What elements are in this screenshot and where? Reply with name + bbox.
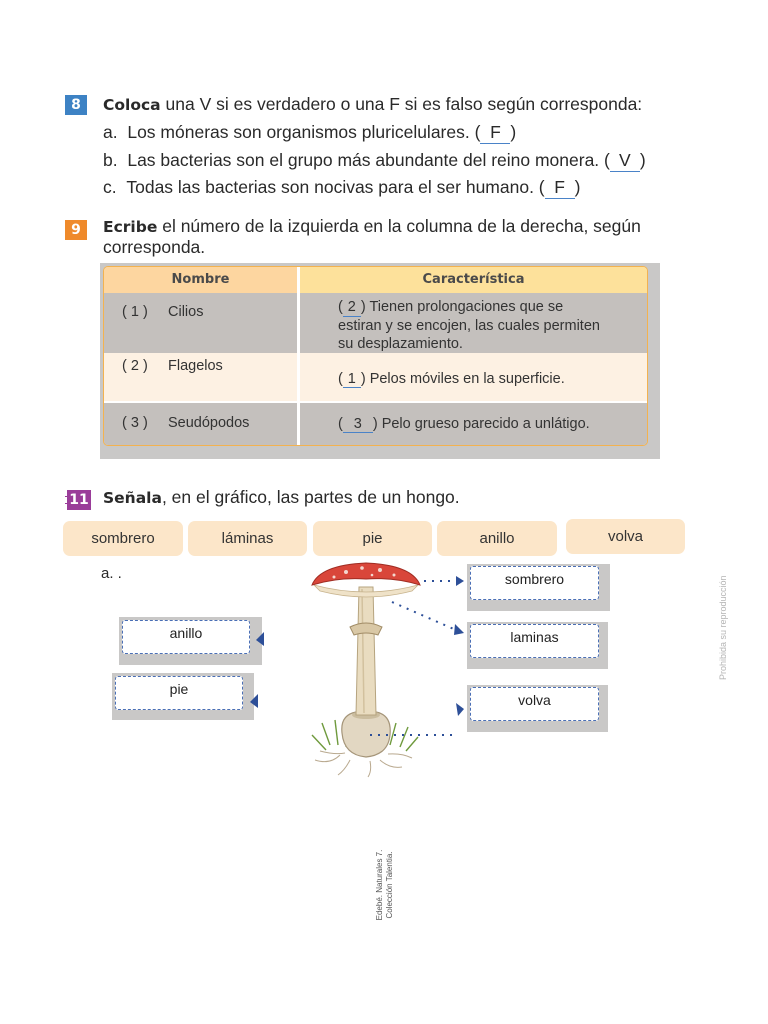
item-a-label: a. .	[101, 565, 122, 582]
item-letter: a.	[103, 122, 118, 142]
q9-instruction-text: el número de la izquierda en la columna de la derecha, según	[157, 216, 641, 236]
side-note: Prohibida su reproducción	[718, 575, 728, 680]
close-paren: )	[510, 122, 517, 142]
answer-field[interactable]: 2	[343, 298, 361, 317]
label-sombrero-box[interactable]: sombrero	[470, 566, 599, 600]
word-chip-anillo[interactable]: anillo	[437, 521, 557, 556]
close-paren: )	[574, 177, 581, 197]
row-number: ( 2 )	[122, 358, 148, 374]
answer-field[interactable]: V	[610, 150, 640, 172]
pointer-line-laminas	[392, 602, 456, 630]
q8-instruction-text: una V si es verdadero o una F si es falso según corresponda:	[160, 94, 643, 114]
word-chip-laminas[interactable]: láminas	[188, 521, 307, 556]
q9-verb: Ecribe	[103, 218, 158, 236]
question-number-badge: 9	[65, 220, 87, 240]
desc-line: ) Pelo grueso parecido a unlátigo.	[372, 416, 590, 432]
item-text: Todas las bacterias son nocivas para el ser humano. (	[126, 177, 545, 197]
q11-instruction-text: , en el gráfico, las partes de un hongo.	[161, 487, 460, 507]
word-chip-sombrero[interactable]: sombrero	[63, 521, 183, 556]
credit-line: Colección Talentia.	[385, 851, 394, 919]
word-chip-volva[interactable]: volva	[566, 519, 685, 554]
row-name: Cilios	[168, 304, 204, 320]
label-anillo-box[interactable]: anillo	[122, 620, 250, 654]
row-description: ( 3 ) Pelo grueso parecido a unlátigo.	[338, 416, 590, 432]
item-letter: b.	[103, 150, 118, 170]
item-letter: c.	[103, 177, 117, 197]
row-number: ( 1 )	[122, 304, 148, 320]
item-text: Las bacterias son el grupo más abundante del reino monera. (	[127, 150, 610, 170]
row-name: Flagelos	[168, 358, 223, 374]
desc-line: ) Pelos móviles en la superficie.	[360, 371, 565, 387]
arrow-head-icon	[456, 576, 464, 586]
row-number: ( 3 )	[122, 415, 148, 431]
question-number-badge: 11	[65, 490, 91, 510]
row-description: ( 2 ) Tienen prolongaciones que se estiran y se encojen, las cuales permiten su desplazamiento.	[338, 299, 600, 352]
answer-field[interactable]: F	[480, 122, 510, 144]
arrow-head-icon	[250, 694, 258, 708]
label-laminas-box[interactable]: laminas	[470, 624, 599, 658]
question-number-badge: 8	[65, 95, 87, 115]
desc-line: su desplazamiento.	[338, 336, 463, 352]
label-volva-box[interactable]: volva	[470, 687, 599, 721]
credit	[375, 840, 395, 930]
credit-line: Edebé. Naturales 7.	[375, 849, 384, 921]
label-pie-box[interactable]: pie	[115, 676, 243, 710]
header-characteristic: Característica	[422, 272, 525, 287]
q9-instruction-line2: corresponda.	[103, 237, 206, 257]
answer-field[interactable]: F	[545, 177, 575, 199]
q8-verb: Coloca	[103, 96, 161, 114]
answer-field[interactable]: 1	[343, 371, 361, 388]
item-text: Los móneras son organismos pluricelulares. (	[127, 122, 481, 142]
close-paren: )	[639, 150, 646, 170]
word-chip-pie[interactable]: pie	[313, 521, 432, 556]
arrow-head-icon	[454, 624, 464, 635]
row-description: ( 1 ) Pelos móviles en la superficie.	[338, 371, 565, 387]
arrow-head-icon	[256, 632, 264, 646]
row-name: Seudópodos	[168, 415, 250, 431]
q11-verb: Señala	[103, 489, 162, 507]
header-name: Nombre	[171, 272, 230, 287]
arrow-head-icon	[456, 703, 464, 716]
desc-line: estiran y se encojen, las cuales permiten	[338, 318, 600, 334]
desc-line: ) Tienen prolongaciones que se	[360, 299, 564, 315]
answer-field[interactable]: 3	[343, 416, 373, 433]
